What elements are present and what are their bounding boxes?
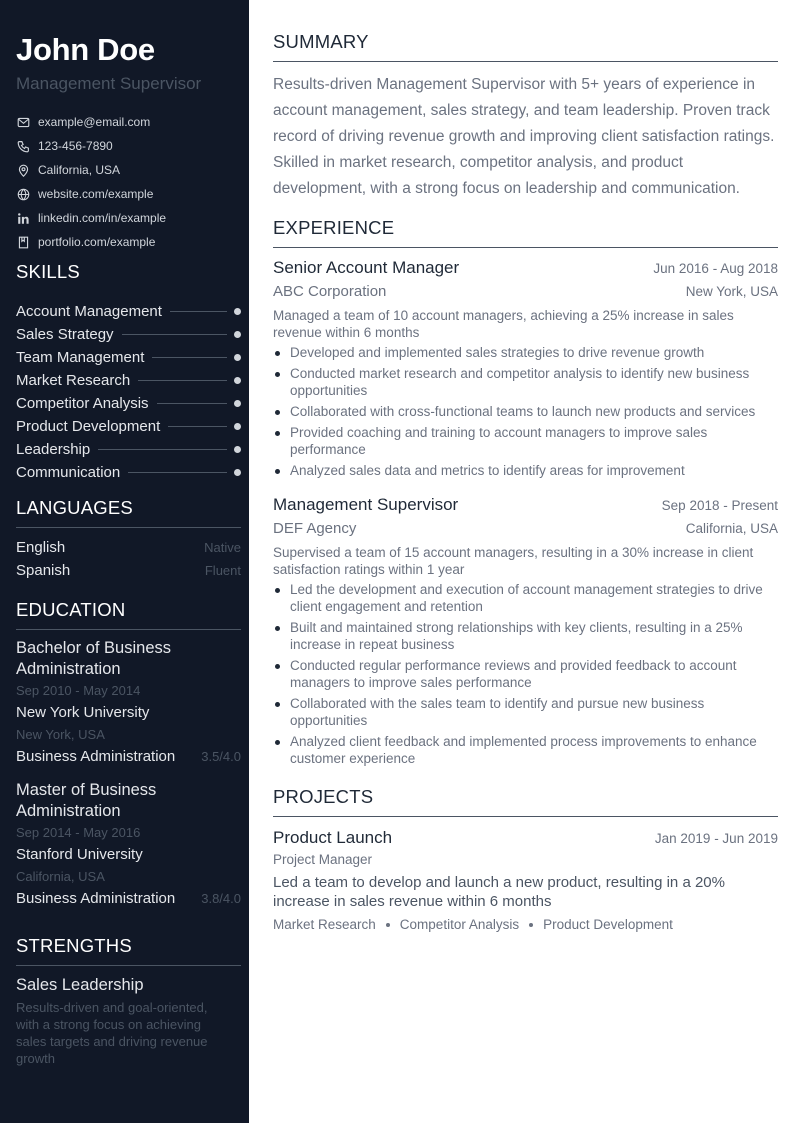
job-dates: Jun 2016 - Aug 2018	[653, 261, 778, 276]
experience-item	[273, 493, 778, 771]
location-icon	[16, 163, 30, 177]
skill-dot	[234, 446, 241, 453]
candidate-name: John Doe	[16, 32, 155, 67]
education-field-row	[16, 888, 241, 910]
skill-label: Account Management	[16, 303, 162, 320]
skill-line	[98, 449, 227, 450]
tag-separator	[529, 923, 533, 927]
skill-line	[168, 426, 227, 427]
education-degree: Master of Business Administration	[16, 781, 157, 820]
job-bullet: Built and maintained strong relationships with key clients, resulting in a 25% increase in repeat business	[273, 619, 778, 653]
skills-heading: SKILLS	[16, 261, 80, 282]
skill-dot	[234, 400, 241, 407]
contact-location	[16, 158, 241, 182]
job-bullet: Developed and implemented sales strategies to drive revenue growth	[273, 344, 778, 361]
project-item	[273, 826, 778, 935]
language-level: Fluent	[204, 563, 241, 578]
job-bullets	[273, 581, 778, 767]
education-field-row	[16, 746, 241, 768]
contact-phone[interactable]	[16, 134, 241, 158]
language-item	[16, 559, 241, 582]
job-bullet: Analyzed sales data and metrics to identify areas for improvement	[273, 462, 778, 479]
contact-text: linkedin.com/in/example	[38, 211, 167, 225]
job-bullet: Led the development and execution of account management strategies to drive client engagement and retention	[273, 581, 778, 615]
education-location: New York, USA	[16, 727, 105, 742]
skill-line	[138, 380, 227, 381]
job-company: ABC Corporation	[273, 283, 387, 300]
skill-item	[16, 369, 241, 392]
contact-portfolio[interactable]	[16, 230, 241, 254]
contact-text: 123-456-7890	[38, 139, 113, 153]
job-dates: Sep 2018 - Present	[661, 498, 778, 513]
portfolio-icon	[16, 235, 30, 249]
job-location: New York, USA	[685, 284, 778, 299]
project-title: Product Launch	[273, 828, 393, 847]
languages-list	[16, 536, 241, 582]
skill-label: Product Development	[16, 418, 161, 435]
skill-dot	[234, 308, 241, 315]
education-location: California, USA	[16, 869, 105, 884]
language-item	[16, 536, 241, 559]
job-bullet: Collaborated with the sales team to identify and pursue new business opportunities	[273, 695, 778, 729]
projects-heading: PROJECTS	[273, 786, 778, 817]
education-item	[16, 638, 241, 768]
job-bullets	[273, 344, 778, 479]
sidebar	[0, 0, 249, 1123]
summary-heading: SUMMARY	[273, 31, 778, 62]
skill-dot	[234, 423, 241, 430]
skill-label: Team Management	[16, 349, 145, 366]
job-location: California, USA	[685, 521, 778, 536]
skill-line	[122, 334, 227, 335]
education-field: Business Administration	[16, 748, 176, 765]
skill-item	[16, 323, 241, 346]
skill-item	[16, 300, 241, 323]
skill-line	[128, 472, 227, 473]
skill-label: Market Research	[16, 372, 131, 389]
skill-item	[16, 346, 241, 369]
job-bullet: Conducted market research and competitor analysis to identify new business opportunities	[273, 365, 778, 399]
job-bullet: Provided coaching and training to account managers to improve sales performance	[273, 424, 778, 458]
globe-icon	[16, 187, 30, 201]
languages-heading: LANGUAGES	[16, 497, 241, 528]
job-bullet: Analyzed client feedback and implemented process improvements to enhance customer experience	[273, 733, 778, 767]
education-heading: EDUCATION	[16, 599, 241, 630]
skill-dot	[234, 469, 241, 476]
job-title: Senior Account Manager	[273, 258, 460, 277]
experience-heading: EXPERIENCE	[273, 217, 778, 248]
job-bullet: Conducted regular performance reviews and provided feedback to account managers to improve sales performance	[273, 657, 778, 691]
skill-dot	[234, 354, 241, 361]
summary-text: Results-driven Management Supervisor with 5+ years of experience in account management, sales strategy, and team leadership. Proven track record of driving revenue growth and improving client satisfaction ratings. Skilled in market research, competitor analysis, and product development, with a strong focus on leadership and communication.	[273, 76, 775, 197]
skills-list	[16, 300, 241, 484]
skill-label: Communication	[16, 464, 121, 481]
contact-website[interactable]	[16, 182, 241, 206]
skill-label: Competitor Analysis	[16, 395, 149, 412]
skill-line	[152, 357, 227, 358]
project-description: Led a team to develop and launch a new product, resulting in a 20% increase in sales revenue within 6 months	[273, 874, 725, 910]
education-list	[16, 638, 241, 922]
skill-item	[16, 415, 241, 438]
project-role: Project Manager	[273, 852, 373, 867]
education-gpa: 3.5/4.0	[201, 749, 241, 764]
skill-item	[16, 392, 241, 415]
contact-text: portfolio.com/example	[38, 235, 156, 249]
education-school: New York University	[16, 704, 150, 721]
education-dates: Sep 2014 - May 2016	[16, 825, 141, 840]
project-tag: Product Development	[543, 917, 673, 932]
project-tag: Market Research	[273, 917, 376, 932]
skill-item	[16, 461, 241, 484]
job-summary: Managed a team of 10 account managers, achieving a 25% increase in sales revenue within 6 months	[273, 308, 734, 340]
education-field: Business Administration	[16, 890, 176, 907]
strength-title: Sales Leadership	[16, 976, 144, 994]
education-gpa: 3.8/4.0	[201, 891, 241, 906]
skill-dot	[234, 331, 241, 338]
email-icon	[16, 115, 30, 129]
strength-description: Results-driven and goal-oriented, with a strong focus on achieving sales targets and driving revenue growth	[16, 1000, 208, 1066]
education-dates: Sep 2010 - May 2014	[16, 683, 141, 698]
skill-dot	[234, 377, 241, 384]
job-title: Management Supervisor	[273, 495, 459, 514]
project-tag: Competitor Analysis	[399, 917, 520, 932]
contact-email[interactable]	[16, 110, 241, 134]
skill-line	[170, 311, 227, 312]
education-degree: Bachelor of Business Administration	[16, 639, 172, 678]
phone-icon	[16, 139, 30, 153]
skill-label: Leadership	[16, 441, 91, 458]
language-name: Spanish	[16, 562, 71, 579]
education-item	[16, 780, 241, 910]
skill-item	[16, 438, 241, 461]
skill-line	[157, 403, 227, 404]
linkedin-icon	[16, 211, 30, 225]
contact-linkedin[interactable]	[16, 206, 241, 230]
language-name: English	[16, 539, 66, 556]
contact-text: California, USA	[38, 163, 121, 177]
job-bullet: Collaborated with cross-functional teams to launch new products and services	[273, 403, 778, 420]
project-dates: Jan 2019 - Jun 2019	[654, 831, 778, 846]
project-tags	[273, 915, 778, 935]
contact-list	[16, 110, 241, 254]
strength-item	[16, 974, 231, 1067]
contact-text: example@email.com	[38, 115, 151, 129]
skill-label: Sales Strategy	[16, 326, 114, 343]
candidate-role: Management Supervisor	[16, 74, 202, 93]
job-company: DEF Agency	[273, 520, 357, 537]
education-school: Stanford University	[16, 846, 143, 863]
experience-item	[273, 256, 778, 483]
contact-text: website.com/example	[38, 187, 154, 201]
tag-separator	[386, 923, 390, 927]
job-summary: Supervised a team of 15 account managers, resulting in a 30% increase in client satisfaction ratings within 1 year	[273, 545, 754, 577]
strengths-heading: STRENGTHS	[16, 935, 241, 966]
language-level: Native	[204, 540, 241, 555]
